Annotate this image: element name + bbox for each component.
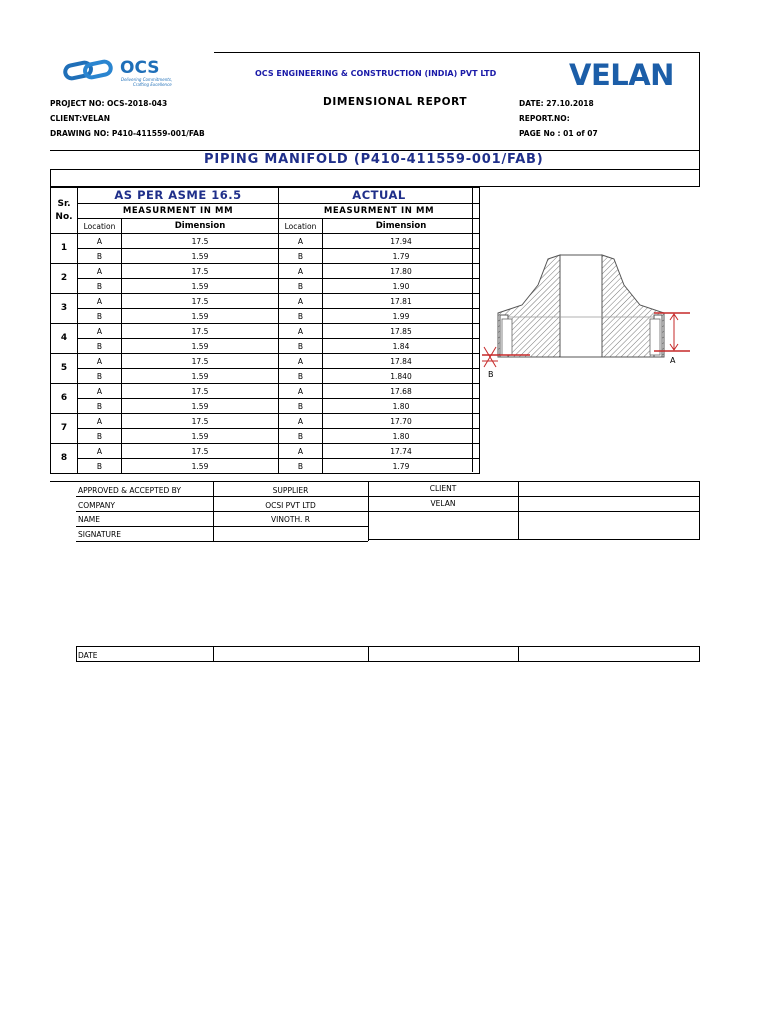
actual-dimension: 17.70: [323, 414, 480, 429]
asme-location: B: [78, 309, 122, 324]
asme-dimension: 17.5: [122, 384, 279, 399]
asme-location: A: [78, 354, 122, 369]
sr-header-line-1: Sr.: [57, 198, 71, 209]
asme-dimension: 1.59: [122, 279, 279, 294]
asme-location: A: [78, 324, 122, 339]
actual-location: B: [279, 429, 323, 444]
actual-dimension: 17.80: [323, 264, 480, 279]
report-type: DIMENSIONAL REPORT: [323, 96, 468, 108]
ocs-logo: [63, 56, 193, 88]
asme-location: B: [78, 399, 122, 414]
asme-location: A: [78, 294, 122, 309]
table-row: [51, 384, 480, 399]
asme-location: A: [78, 414, 122, 429]
asme-dimension: 17.5: [122, 324, 279, 339]
asme-dimension: 1.59: [122, 429, 279, 444]
actual-dimension: 1.99: [323, 309, 480, 324]
client-field: CLIENT:VELAN: [50, 114, 110, 123]
actual-dimension-header: Dimension: [323, 219, 480, 234]
asme-location: B: [78, 369, 122, 384]
sr-number: 7: [51, 414, 78, 444]
sr-header: [51, 188, 78, 234]
asme-location: A: [78, 384, 122, 399]
sr-number: 1: [51, 234, 78, 264]
project-no: PROJECT NO: OCS-2018-043: [50, 99, 168, 108]
actual-location: B: [279, 399, 323, 414]
asme-dimension: 17.5: [122, 294, 279, 309]
actual-location: B: [279, 249, 323, 264]
ocs-logo-text: OCS: [120, 58, 160, 78]
client-company: VELAN: [430, 499, 456, 508]
actual-dimension: 1.80: [323, 399, 480, 414]
actual-dimension: 17.81: [323, 294, 480, 309]
report-no: REPORT.NO:: [519, 114, 570, 123]
table-row: [51, 429, 480, 444]
actual-location: A: [279, 294, 323, 309]
table-row: [51, 354, 480, 369]
client-label: CLIENT: [429, 484, 457, 493]
asme-dimension-header: Dimension: [122, 219, 279, 234]
actual-dimension: 17.68: [323, 384, 480, 399]
table-row: [51, 399, 480, 414]
flange-cross-section-image: [478, 245, 700, 385]
actual-location: A: [279, 414, 323, 429]
asme-location: B: [78, 339, 122, 354]
actual-location: A: [279, 354, 323, 369]
actual-location: B: [279, 309, 323, 324]
company-name: OCS ENGINEERING & CONSTRUCTION (INDIA) PVT LTD: [255, 69, 497, 78]
asme-location: A: [78, 264, 122, 279]
date-label: DATE: [78, 651, 98, 660]
drawing-no: DRAWING NO: P410-411559-001/FAB: [50, 129, 205, 138]
asme-dimension: 1.59: [122, 309, 279, 324]
asme-location: B: [78, 429, 122, 444]
asme-dimension: 1.59: [122, 249, 279, 264]
actual-location: A: [279, 234, 323, 249]
asme-dimension: 17.5: [122, 354, 279, 369]
table-row: [51, 414, 480, 429]
dimension-label-a: A: [670, 356, 676, 365]
actual-dimension: 17.85: [323, 324, 480, 339]
sr-number: 5: [51, 354, 78, 384]
flange-drawing: [478, 245, 700, 385]
measurement-table: [50, 187, 480, 474]
table-row: [51, 339, 480, 354]
actual-location: A: [279, 264, 323, 279]
asme-location: A: [78, 444, 122, 459]
asme-location-header: Location: [78, 219, 122, 234]
table-row: [51, 324, 480, 339]
actual-dimension: 1.79: [323, 459, 480, 474]
page-title: PIPING MANIFOLD (P410-411559-001/FAB): [204, 152, 544, 167]
asme-measurement-header: MEASURMENT IN MM: [78, 204, 279, 219]
actual-measurement-header: MEASURMENT IN MM: [279, 204, 480, 219]
asme-location: B: [78, 279, 122, 294]
asme-dimension: 17.5: [122, 414, 279, 429]
table-row: [51, 444, 480, 459]
sr-number: 2: [51, 264, 78, 294]
table-row: [51, 294, 480, 309]
actual-location: A: [279, 384, 323, 399]
actual-location: B: [279, 369, 323, 384]
asme-location: B: [78, 249, 122, 264]
sr-number: 4: [51, 324, 78, 354]
asme-header: AS PER ASME 16.5: [78, 188, 279, 204]
asme-location: B: [78, 459, 122, 474]
asme-dimension: 1.59: [122, 369, 279, 384]
table-row: [51, 369, 480, 384]
table-row: [51, 264, 480, 279]
actual-location: B: [279, 339, 323, 354]
asme-dimension: 17.5: [122, 264, 279, 279]
asme-dimension: 17.5: [122, 444, 279, 459]
table-row: [51, 459, 480, 474]
actual-location-header: Location: [279, 219, 323, 234]
actual-dimension: 1.90: [323, 279, 480, 294]
dimension-label-b: B: [488, 370, 494, 379]
supplier-label: SUPPLIER: [272, 486, 309, 495]
table-row: [51, 309, 480, 324]
actual-location: B: [279, 459, 323, 474]
sr-number: 8: [51, 444, 78, 474]
name-label: NAME: [78, 515, 100, 524]
actual-dimension: 1.84: [323, 339, 480, 354]
actual-location: A: [279, 444, 323, 459]
table-row: [51, 234, 480, 249]
sr-number: 3: [51, 294, 78, 324]
asme-dimension: 1.59: [122, 459, 279, 474]
chain-link-icon: [63, 58, 117, 84]
supplier-name: VINOTH. R: [271, 515, 310, 524]
sr-header-line-2: No.: [55, 211, 73, 222]
asme-dimension: 1.59: [122, 339, 279, 354]
ocs-logo-tagline-2: Crafting Excellence: [133, 82, 172, 87]
signature-label: SIGNATURE: [78, 530, 121, 539]
actual-dimension: 1.79: [323, 249, 480, 264]
approved-label: APPROVED & ACCEPTED BY: [78, 486, 181, 495]
actual-header: ACTUAL: [279, 188, 480, 204]
velan-logo: VELAN: [569, 58, 674, 92]
company-label: COMPANY: [78, 501, 115, 510]
asme-dimension: 1.59: [122, 399, 279, 414]
supplier-company: OCSI PVT LTD: [265, 501, 316, 510]
actual-location: B: [279, 279, 323, 294]
actual-dimension: 17.74: [323, 444, 480, 459]
page-no: PAGE No : 01 of 07: [519, 129, 598, 138]
asme-dimension: 17.5: [122, 234, 279, 249]
table-row: [51, 249, 480, 264]
report-date: DATE: 27.10.2018: [519, 99, 594, 108]
actual-location: A: [279, 324, 323, 339]
actual-dimension: 1.840: [323, 369, 480, 384]
actual-dimension: 1.80: [323, 429, 480, 444]
sr-number: 6: [51, 384, 78, 414]
actual-dimension: 17.94: [323, 234, 480, 249]
actual-dimension: 17.84: [323, 354, 480, 369]
table-row: [51, 279, 480, 294]
asme-location: A: [78, 234, 122, 249]
ocs-logo-tagline-1: Delivering Commitments,: [121, 77, 173, 82]
